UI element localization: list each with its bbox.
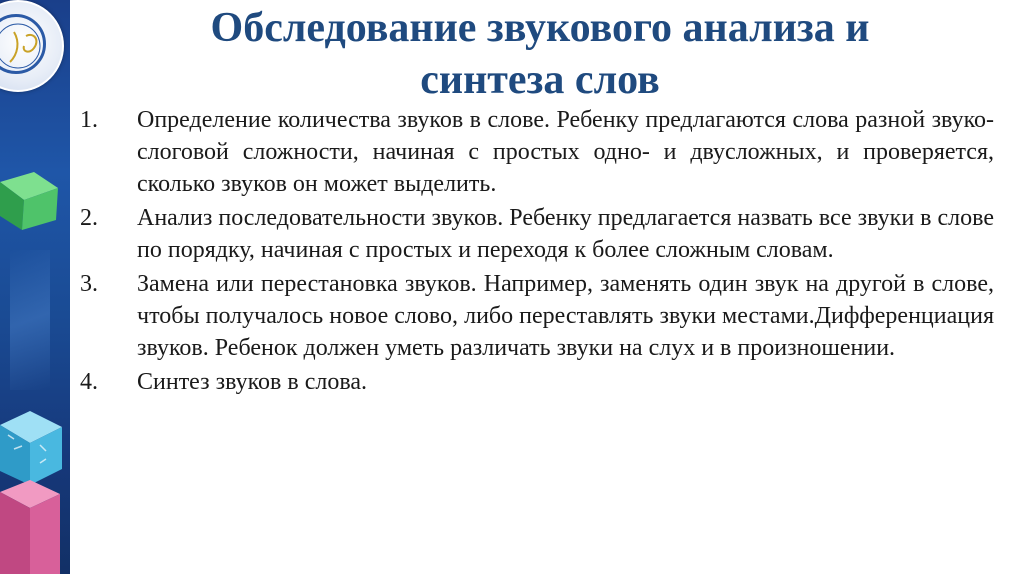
title-line-2: синтеза слов [420, 57, 660, 103]
list-item [80, 366, 994, 398]
green-cube-decoration [0, 168, 58, 230]
decorative-side-band [0, 0, 70, 574]
title-line-1: Обследование звукового анализа и [210, 5, 870, 51]
cyan-cube-decoration [0, 405, 62, 485]
slide-title [100, 2, 980, 106]
list-item-number: 3. [80, 271, 98, 297]
list-item-number: 1. [80, 107, 98, 133]
list-item [80, 202, 994, 266]
list-item [80, 104, 994, 200]
list-item-number: 2. [80, 205, 98, 231]
list-item-text: Синтез звуков в слова. [137, 369, 368, 395]
band-shine [10, 250, 50, 390]
seal-emblem [0, 2, 62, 90]
list-item-text: Определение количества звуков в слове. Ребенку предлагаются слова разной звуко-слоговой сложности, начиная с простых одно- и двусложных, и проверяется, сколько звуков он может выделить. [137, 107, 994, 197]
pink-cube-decoration [0, 478, 60, 574]
list-item [80, 268, 994, 364]
list-item-number: 4. [80, 369, 98, 395]
numbered-list [80, 104, 994, 400]
list-item-text: Анализ последовательности звуков. Ребенку предлагается назвать все звуки в слове по порядку, начиная с простых и переходя к более сложным словам. [137, 205, 994, 263]
university-seal-icon [0, 0, 64, 92]
list-item-text: Замена или перестановка звуков. Например, заменять один звук на другой в слове, чтобы получалось новое слово, либо переставлять звуки местами.Дифференциация звуков. Ребенок должен уметь различать звуки на слух и в произношении. [137, 271, 994, 361]
